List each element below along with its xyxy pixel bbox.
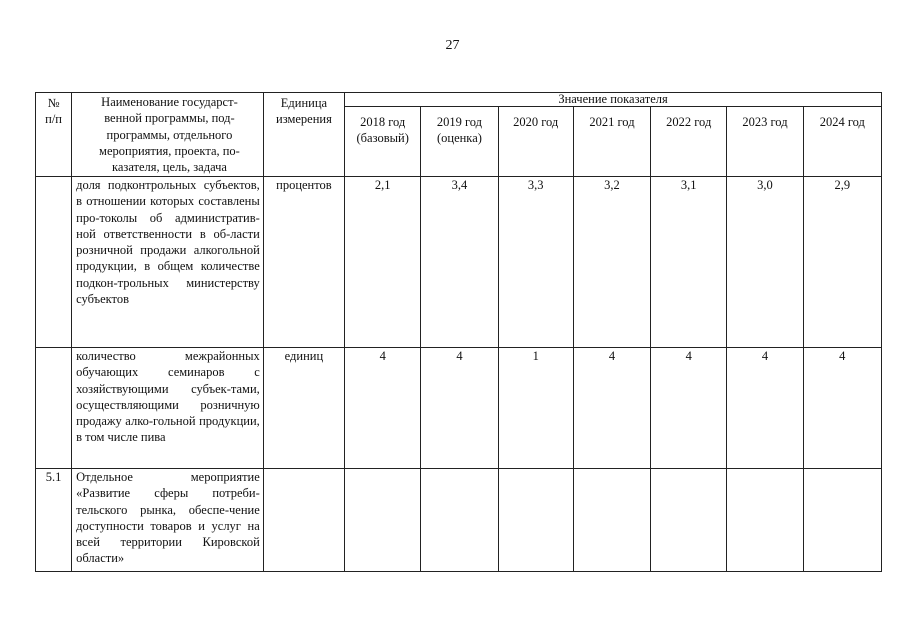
header-name: Наименование государст- венной программы, под- программы, отдельного мероприятия, проекта, по- казателя, цель, задача: [72, 93, 264, 177]
row-name: количество межрайонных обучающих семинаров с хозяйствующими субъек-тами, осуществляющими розничную продажу алко-гольной продукции, в том числе пива: [72, 348, 264, 469]
header-value-group: Значение показателя: [345, 93, 882, 107]
row-num: [36, 348, 72, 469]
value-cell: 1: [498, 348, 573, 469]
value-cell: [421, 469, 498, 572]
row-num: [36, 177, 72, 348]
value-cell: [498, 469, 573, 572]
indicator-table: [35, 92, 882, 572]
header-year-2022: 2022 год: [651, 107, 727, 177]
value-cell: 3,1: [651, 177, 727, 348]
row-name: Отдельное мероприятие «Развитие сферы потреби-тельского рынка, обеспе-чение доступности товаров и услуг на всей территории Кировской области»: [72, 469, 264, 572]
row-num: 5.1: [36, 469, 72, 572]
row-unit: единиц: [263, 348, 344, 469]
table-row: [36, 348, 882, 469]
value-cell: 4: [727, 348, 803, 469]
value-cell: 4: [651, 348, 727, 469]
page-number: 27: [445, 38, 460, 53]
value-cell: 3,3: [498, 177, 573, 348]
header-year-2019: 2019 год (оценка): [421, 107, 498, 177]
header-num: № п/п: [36, 93, 72, 177]
value-cell: 2,9: [803, 177, 881, 348]
value-cell: 4: [803, 348, 881, 469]
value-cell: 4: [421, 348, 498, 469]
header-year-2024: 2024 год: [803, 107, 881, 177]
value-cell: 4: [573, 348, 650, 469]
header-year-2023: 2023 год: [727, 107, 803, 177]
value-cell: [573, 469, 650, 572]
value-cell: 3,2: [573, 177, 650, 348]
value-cell: 2,1: [345, 177, 421, 348]
header-unit: Единица измерения: [263, 93, 344, 177]
value-cell: 4: [345, 348, 421, 469]
table-row: [36, 469, 882, 572]
row-unit: процентов: [263, 177, 344, 348]
value-cell: 3,0: [727, 177, 803, 348]
header-year-2018: 2018 год (базовый): [345, 107, 421, 177]
value-cell: 3,4: [421, 177, 498, 348]
header-year-2021: 2021 год: [573, 107, 650, 177]
value-cell: [803, 469, 881, 572]
value-cell: [727, 469, 803, 572]
value-cell: [651, 469, 727, 572]
row-name: доля подконтрольных субъектов, в отношении которых составлены про-токолы об административ-ной ответственности в об-ласти розничной продажи алкогольной продукции, в общем количестве подкон-трольных министерству субъектов: [72, 177, 264, 348]
header-year-2020: 2020 год: [498, 107, 573, 177]
row-unit: [263, 469, 344, 572]
value-cell: [345, 469, 421, 572]
table-row: [36, 177, 882, 348]
